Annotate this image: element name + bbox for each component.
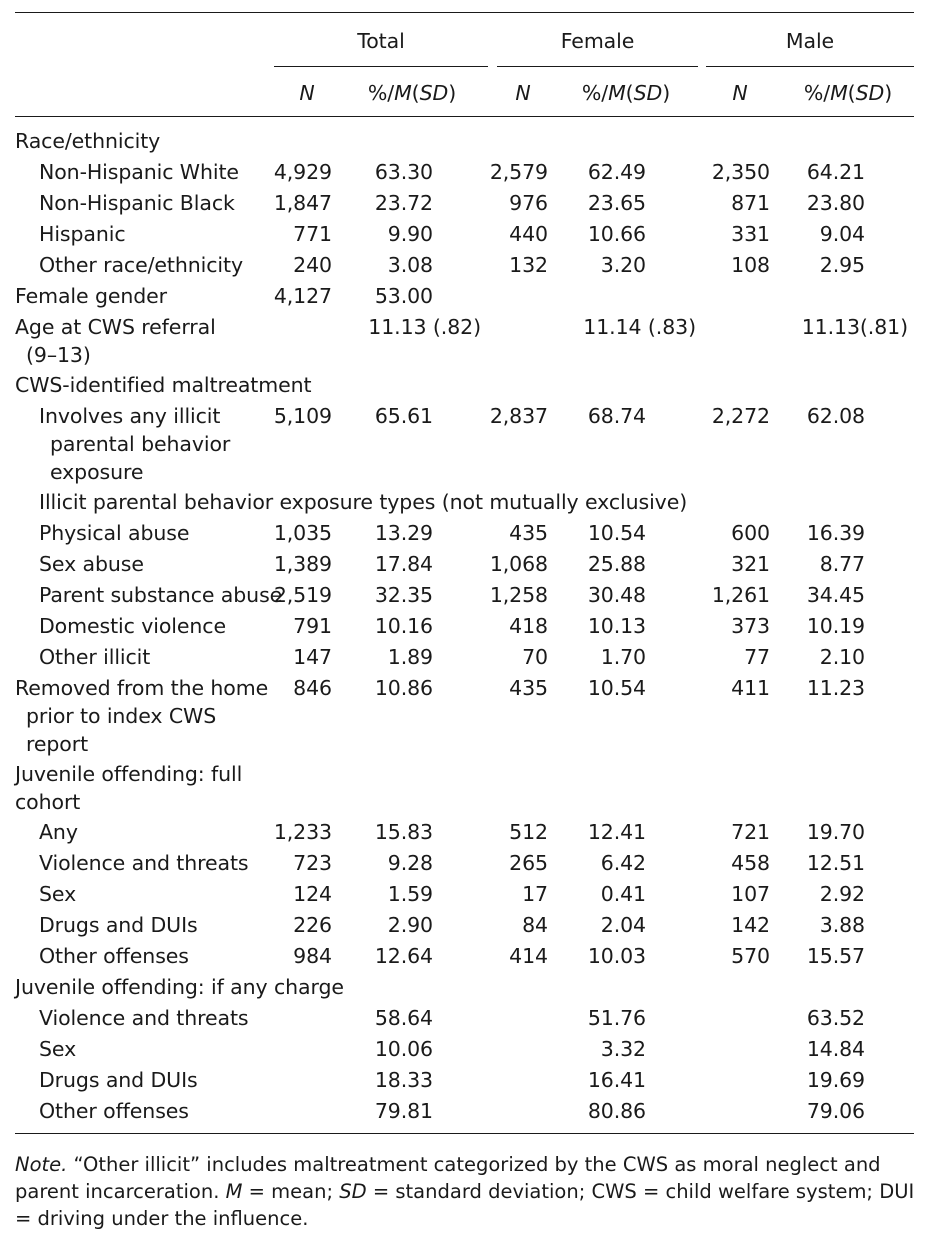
row-label: Domestic violence [39,614,226,638]
table-cell: 19.70 [806,820,865,844]
table-cell: 25.88 [587,552,646,576]
table-cell: 142 [731,913,770,937]
note-sd: SD [339,1180,367,1203]
n-label: N [515,81,531,105]
table-cell: 10.16 [374,614,433,638]
row-label: Other offenses [39,1099,189,1123]
table-cell: 512 [509,820,548,844]
note-lead: Note. [15,1153,68,1176]
pct-label-part: %/ [581,81,609,105]
row-label-cont: report [26,732,89,756]
table-cell: 23.65 [587,191,646,215]
col-header-n-total [247,80,367,106]
group-header-male: Male [785,29,835,53]
row-label: Involves any illicit [39,404,221,428]
table-cell: 107 [731,882,770,906]
table-cell: 19.69 [806,1068,865,1092]
row-label: Non-Hispanic Black [39,191,235,215]
col-header-n-male [680,80,800,106]
table-cell: 84 [522,913,548,937]
table-cell: 9.28 [387,851,433,875]
table-cell: 723 [293,851,332,875]
row-label: Female gender [15,284,168,308]
table-cell: 63.52 [806,1006,865,1030]
row-label: Drugs and DUIs [39,1068,198,1092]
note-m: M [225,1180,243,1203]
row-label: Sex [39,882,77,906]
table-cell: 80.86 [587,1099,646,1123]
table-cell: 14.84 [806,1037,865,1061]
table-cell: 10.06 [374,1037,433,1061]
table-cell: 321 [731,552,770,576]
table-cell: 2,837 [489,404,548,428]
table-cell: 331 [731,222,770,246]
table-cell: 984 [293,944,332,968]
row-label: Illicit parental behavior exposure types (not mutually exclusive) [39,490,688,514]
table-note [15,1151,915,1232]
table-cell: 4,929 [273,160,332,184]
table-cell: 226 [293,913,332,937]
table-cell: 1,258 [489,583,548,607]
row-label: Juvenile offending: if any charge [15,975,344,999]
pct-label-part: %/ [803,81,831,105]
table-cell: 791 [293,614,332,638]
table-cell: 53.00 [374,284,433,308]
table-cell: 12.41 [587,820,646,844]
col-header-pct-total [352,80,472,106]
table-cell: 0.41 [600,882,646,906]
table-cell: 846 [293,676,332,700]
table-cell: 12.51 [806,851,865,875]
table-cell: 1,389 [273,552,332,576]
table-cell: 11.14 (.83) [583,315,696,339]
table-cell: 12.64 [374,944,433,968]
table-cell: 30.48 [587,583,646,607]
table-cell: 15.83 [374,820,433,844]
note-text-3: = standard deviation; CWS = child welfare system; DUI = driving under the influence. [15,1180,915,1230]
table-cell: 11.13(.81) [801,315,908,339]
table-cell: 8.77 [819,552,865,576]
table-cell: 2.92 [819,882,865,906]
table-cell: 9.04 [819,222,865,246]
table-cell: 2.04 [600,913,646,937]
table-cell: 458 [731,851,770,875]
table-cell: 10.86 [374,676,433,700]
row-label: Sex abuse [39,552,144,576]
table-cell: 79.06 [806,1099,865,1123]
pct-label-part: ( [847,81,856,105]
row-label: Race/ethnicity [15,129,161,153]
table-cell: 3.20 [600,253,646,277]
table-cell: 4,127 [273,284,332,308]
table-cell: 11.23 [806,676,865,700]
table-cell: 65.61 [374,404,433,428]
row-label: Violence and threats [39,1006,249,1030]
table-cell: 2.90 [387,913,433,937]
group-rule-total [274,66,488,67]
table-cell: 2,272 [711,404,770,428]
table-cell: 414 [509,944,548,968]
table-cell: 17.84 [374,552,433,576]
table-cell: 10.54 [587,676,646,700]
table-cell: 411 [731,676,770,700]
table-cell: 1.89 [387,645,433,669]
note-text-1: “Other illicit” includes maltreatment categorized by the CWS as moral neglect and parent incarceration. [15,1153,881,1203]
pct-label-part: M [608,81,626,105]
table-cell: 570 [731,944,770,968]
table-cell: 5,109 [273,404,332,428]
table-cell: 3.08 [387,253,433,277]
col-header-pct-female [566,80,686,106]
header-rule [15,116,914,117]
table-cell: 2.10 [819,645,865,669]
table-cell: 1.59 [387,882,433,906]
note-text-2: = mean; [242,1180,340,1203]
table-cell: 435 [509,676,548,700]
table-cell: 62.49 [587,160,646,184]
row-label-cont: cohort [15,790,81,814]
table-cell: 10.03 [587,944,646,968]
table-cell: 1,035 [273,521,332,545]
row-label: Physical abuse [39,521,190,545]
row-label: Any [39,820,78,844]
table-cell: 10.66 [587,222,646,246]
table-cell: 1,261 [711,583,770,607]
table-cell: 240 [293,253,332,277]
row-label: Other race/ethnicity [39,253,243,277]
table-cell: 10.19 [806,614,865,638]
row-label: CWS-identified maltreatment [15,373,312,397]
table-cell: 34.45 [806,583,865,607]
table-cell: 16.41 [587,1068,646,1092]
table-cell: 79.81 [374,1099,433,1123]
table-cell: 871 [731,191,770,215]
table-cell: 63.30 [374,160,433,184]
pct-label-part: M [830,81,848,105]
table-cell: 3.88 [819,913,865,937]
row-label: Drugs and DUIs [39,913,198,937]
table-cell: 32.35 [374,583,433,607]
table-cell: 108 [731,253,770,277]
row-label: Juvenile offending: full [15,762,243,786]
table-cell: 1.70 [600,645,646,669]
table-cell: 9.90 [387,222,433,246]
table-cell: 3.32 [600,1037,646,1061]
table-cell: 721 [731,820,770,844]
row-label-cont: (9–13) [26,343,91,367]
bottom-rule [15,1133,914,1134]
pct-label-part: ( [625,81,634,105]
row-label: Removed from the home [15,676,269,700]
table-cell: 440 [509,222,548,246]
table-cell: 600 [731,521,770,545]
table-cell: 77 [744,645,770,669]
table-cell: 15.57 [806,944,865,968]
table-cell: 418 [509,614,548,638]
table-cell: 2.95 [819,253,865,277]
table-cell: 16.39 [806,521,865,545]
table-cell: 70 [522,645,548,669]
pct-label-part: M [394,81,412,105]
table-cell: 23.80 [806,191,865,215]
table-cell: 2,519 [273,583,332,607]
table-cell: 13.29 [374,521,433,545]
table-cell: 11.13 (.82) [368,315,481,339]
row-label: Hispanic [39,222,126,246]
table-cell: 58.64 [374,1006,433,1030]
table-cell: 64.21 [806,160,865,184]
table-cell: 68.74 [587,404,646,428]
n-label: N [732,81,748,105]
table-cell: 1,847 [273,191,332,215]
pct-label-part: ) [448,81,457,105]
row-label-cont: parental behavior [50,432,231,456]
table-cell: 2,579 [489,160,548,184]
table-cell: 62.08 [806,404,865,428]
col-header-pct-male [788,80,908,106]
table-cell: 976 [509,191,548,215]
pct-label-part: ) [662,81,671,105]
row-label: Non-Hispanic White [39,160,239,184]
table-cell: 435 [509,521,548,545]
row-label: Violence and threats [39,851,249,875]
table-cell: 51.76 [587,1006,646,1030]
table-cell: 373 [731,614,770,638]
table-cell: 2,350 [711,160,770,184]
group-header-total: Total [357,29,405,53]
table-cell: 124 [293,882,332,906]
table-cell: 132 [509,253,548,277]
n-label: N [299,81,315,105]
pct-label-part: ( [411,81,420,105]
group-header-female: Female [560,29,635,53]
group-rule-female [497,66,698,67]
group-rule-male [706,66,914,67]
top-rule [15,12,914,13]
pct-label-part: ) [884,81,893,105]
pct-label-part: SD [633,81,663,105]
table-cell: 771 [293,222,332,246]
table-cell: 147 [293,645,332,669]
row-label-cont: prior to index CWS [26,704,217,728]
table-cell: 10.13 [587,614,646,638]
pct-label-part: SD [419,81,449,105]
pct-label-part: %/ [367,81,395,105]
col-header-n-female [463,80,583,106]
row-label: Parent substance abuse [39,583,283,607]
pct-label-part: SD [855,81,885,105]
table-cell: 23.72 [374,191,433,215]
table-cell: 18.33 [374,1068,433,1092]
row-label: Age at CWS referral [15,315,216,339]
table-cell: 17 [522,882,548,906]
row-label: Other offenses [39,944,189,968]
table-cell: 265 [509,851,548,875]
table-cell: 10.54 [587,521,646,545]
table-cell: 1,233 [273,820,332,844]
row-label: Sex [39,1037,77,1061]
table-cell: 1,068 [489,552,548,576]
row-label-cont: exposure [50,460,144,484]
row-label: Other illicit [39,645,151,669]
table-cell: 6.42 [600,851,646,875]
